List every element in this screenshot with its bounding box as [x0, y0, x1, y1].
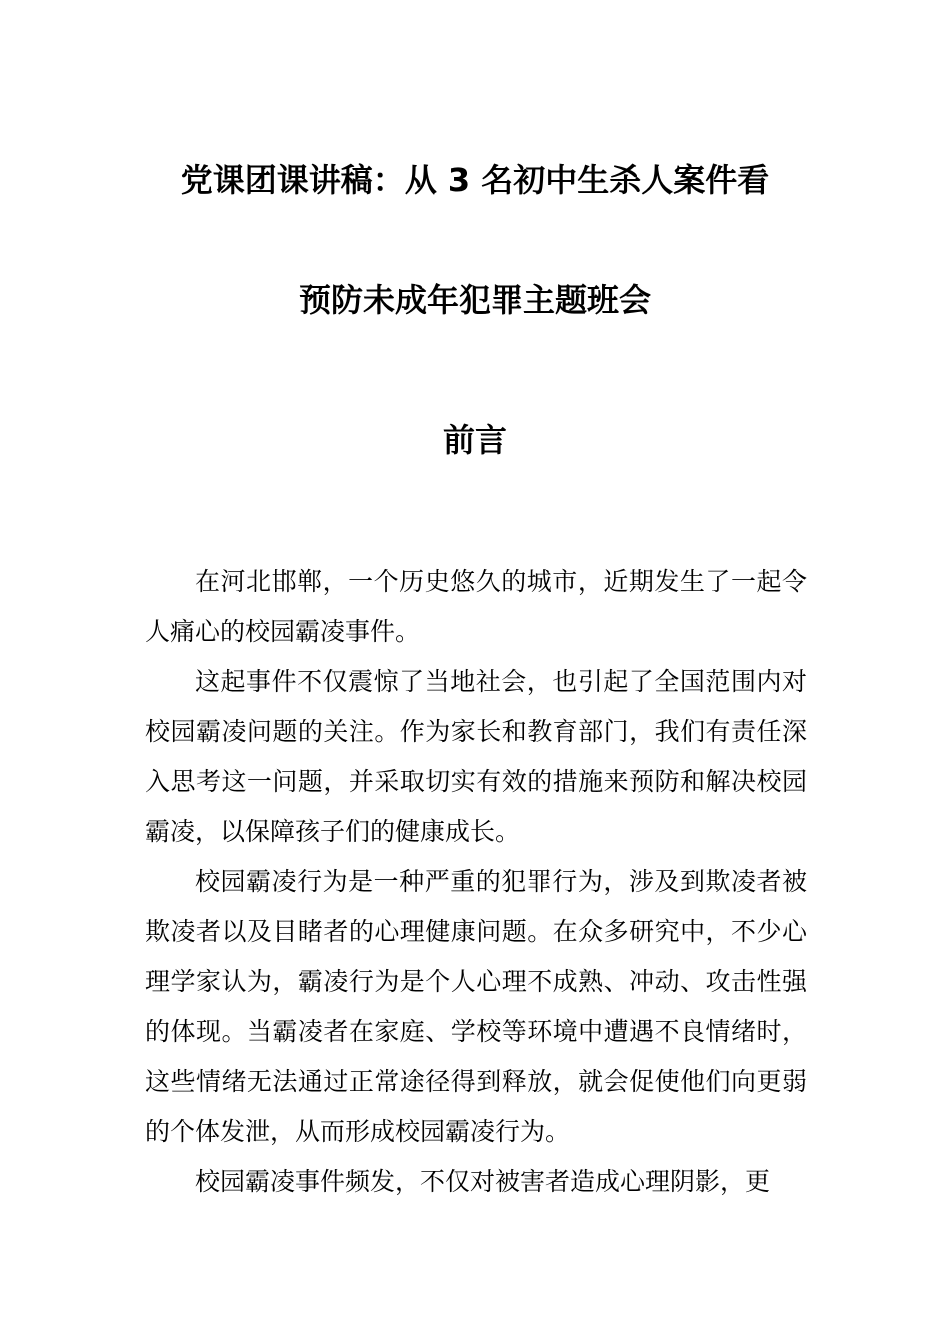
paragraph-2: 这起事件不仅震惊了当地社会，也引起了全国范围内对校园霸凌问题的关注。作为家长和教育部门，我们有责任深入思考这一问题，并采取切实有效的措施来预防和解决校园霸凌，以保障孩子们的健康成长。	[145, 667, 807, 846]
paragraph-1: 在河北邯郸，一个历史悠久的城市，近期发生了一起令人痛心的校园霸凌事件。	[145, 567, 807, 646]
paragraph-4: 校园霸凌事件频发，不仅对被害者造成心理阴影，更	[195, 1167, 771, 1196]
document-title-line-1: 党课团课讲稿：从 3 名初中生杀人案件看	[180, 161, 770, 199]
body-text	[145, 557, 807, 1207]
section-heading: 前言	[442, 421, 507, 459]
document-title-line-2: 预防未成年犯罪主题班会	[298, 281, 651, 319]
paragraph-3: 校园霸凌行为是一种严重的犯罪行为，涉及到欺凌者被欺凌者以及目睹者的心理健康问题。在众多研究中，不少心理学家认为，霸凌行为是个人心理不成熟、冲动、攻击性强的体现。当霸凌者在家庭、学校等环境中遭遇不良情绪时，这些情绪无法通过正常途径得到释放，就会促使他们向更弱的个体发泄，从而形成校园霸凌行为。	[145, 867, 807, 1146]
